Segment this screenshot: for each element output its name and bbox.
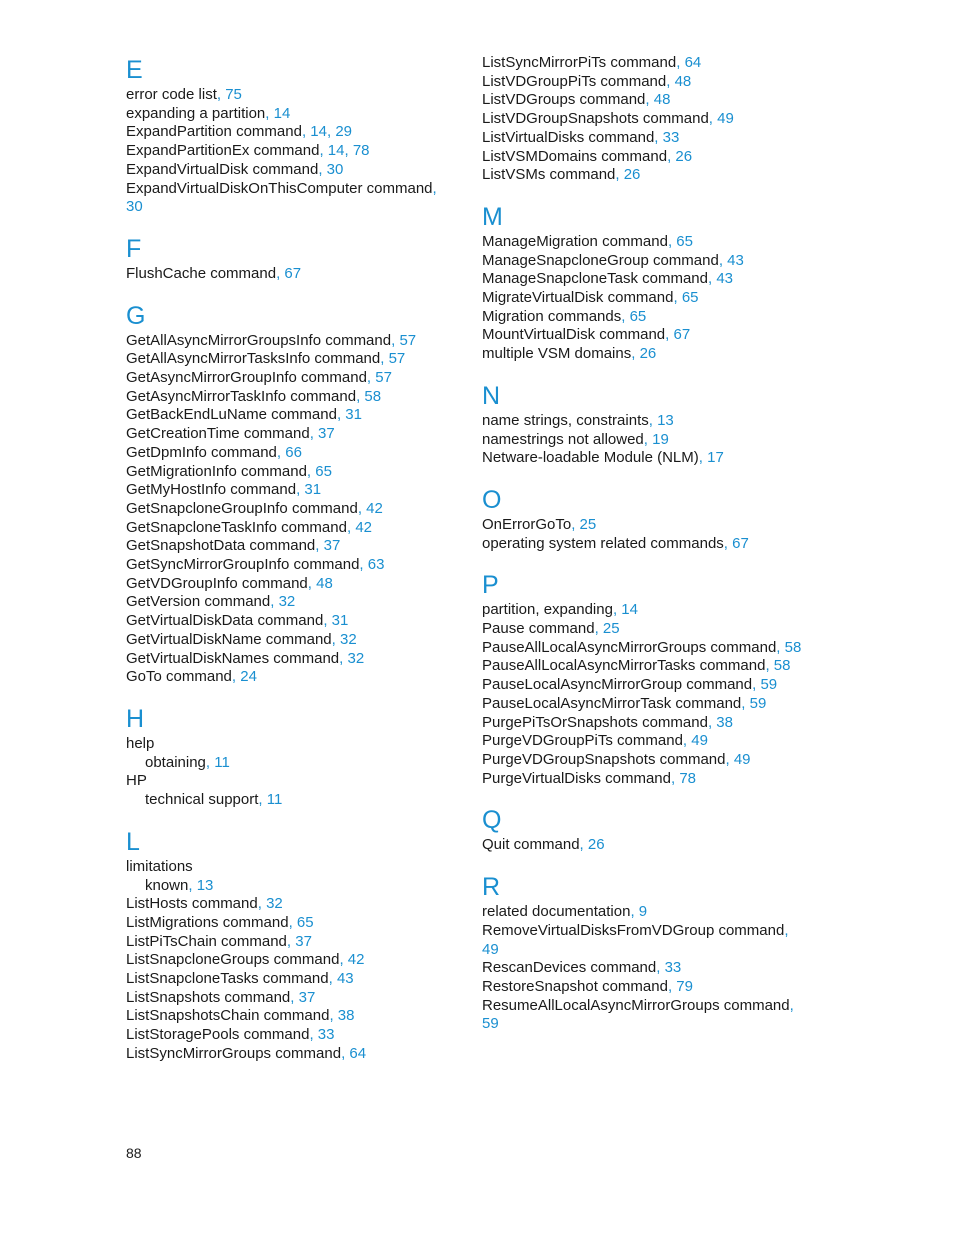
section-letter: R — [482, 873, 501, 902]
index-term: ListSyncMirrorGroups command — [126, 1044, 342, 1062]
page-link[interactable]: 58 — [364, 387, 382, 405]
page-link[interactable]: 65 — [315, 462, 332, 480]
index-entry: ManageMigration command, 65 — [482, 232, 693, 250]
index-term: GoTo command — [126, 668, 232, 686]
page-link[interactable]: 17 — [707, 449, 724, 467]
page-link[interactable]: 49 — [717, 110, 734, 128]
index-section-n — [482, 380, 822, 468]
page-link[interactable]: 66 — [285, 443, 302, 461]
page-link[interactable]: 48 — [674, 72, 692, 90]
index-entry: ExpandPartition command, 14, 29 — [126, 123, 352, 141]
page-link[interactable]: 32 — [339, 630, 357, 648]
index-section-o — [482, 484, 822, 553]
index-entry: RescanDevices command, 33 — [482, 959, 682, 977]
page-link[interactable]: 33 — [317, 1026, 335, 1044]
page-link[interactable]: 57 — [399, 331, 417, 349]
page-link[interactable]: 11 — [266, 791, 283, 809]
page-link[interactable]: 57 — [375, 369, 392, 387]
index-entry — [126, 858, 456, 877]
index-term: GetAllAsyncMirrorTasksInfo command — [126, 350, 381, 368]
index-term: obtaining — [145, 753, 206, 771]
index-term: ListMigrations command — [126, 913, 289, 931]
index-term: PurgeVDGroupPiTs command — [482, 732, 683, 750]
page-link[interactable]: 30 — [126, 198, 143, 216]
page-link[interactable]: 43 — [727, 251, 744, 269]
index-section-g — [126, 300, 456, 687]
index-term: GetAsyncMirrorGroupInfo command — [126, 369, 367, 387]
index-section-m — [482, 201, 822, 364]
index-term: ExpandPartitionEx command — [126, 142, 320, 160]
index-term: known — [145, 876, 189, 894]
index-term: GetVDGroupInfo command — [126, 574, 308, 592]
index-entry: PauseAllLocalAsyncMirrorGroups command, 58 — [482, 638, 802, 656]
index-term: GetCreationTime command — [126, 425, 310, 443]
page-link[interactable]: 42 — [355, 518, 372, 536]
index-term: OnErrorGoTo — [482, 515, 572, 533]
index-term: Quit command — [482, 836, 580, 854]
index-term: ListVDGroupPiTs command — [482, 72, 667, 90]
index-entry: PurgePiTsOrSnapshots command, 38 — [482, 713, 733, 731]
index-term: error code list — [126, 86, 217, 103]
page-link[interactable]: 13 — [657, 411, 674, 429]
index-entry: GetDpmInfo command, 66 — [126, 443, 302, 461]
index-term: expanding a partition — [126, 104, 266, 122]
index-entry: ExpandVirtualDisk command, 30 — [126, 160, 344, 178]
index-term: ListSnapcloneGroups command — [126, 951, 340, 969]
index-entry: ResumeAllLocalAsyncMirrorGroups command, 59 — [482, 996, 794, 1033]
page-link[interactable]: 49 — [691, 732, 708, 750]
index-term: operating system related commands — [482, 534, 724, 552]
index-entry: GetVDGroupInfo command, 48 — [126, 574, 333, 592]
index-term: GetDpmInfo command — [126, 443, 277, 461]
index-term: FlushCache command — [126, 264, 277, 282]
index-entry: error code list, 75 — [126, 86, 242, 103]
page-link[interactable]: 13 — [196, 876, 214, 894]
index-entry: Migration commands, 65 — [482, 307, 647, 325]
index-entry: ManageSnapcloneGroup command, 43 — [482, 251, 744, 269]
index-term: PurgeVDGroupSnapshots command — [482, 750, 726, 768]
index-term: ListVirtualDisks command — [482, 128, 655, 146]
index-entry: MigrateVirtualDisk command, 65 — [482, 289, 699, 307]
index-entry: ListVDGroupSnapshots command, 49 — [482, 110, 734, 128]
index-column-right — [482, 54, 822, 1050]
index-term: help — [126, 734, 155, 752]
index-term: multiple VSM domains — [482, 345, 632, 363]
index-term: GetVirtualDiskName command — [126, 630, 332, 648]
page-link[interactable]: 19 — [652, 430, 669, 448]
index-entry: ListSnapshots command, 37 — [126, 988, 316, 1006]
page-link[interactable]: 31 — [331, 612, 349, 630]
index-entry: namestrings not allowed, 19 — [482, 430, 669, 448]
page-link[interactable]: 48 — [653, 91, 671, 109]
index-entry: ListVSMs command, 26 — [482, 166, 641, 184]
page-link[interactable]: 38 — [337, 1007, 355, 1025]
index-term: Netware-loadable Module (NLM) — [482, 449, 699, 467]
index-entry: GetBackEndLuName command, 31 — [126, 406, 362, 424]
index-entry: Quit command, 26 — [482, 836, 605, 854]
index-term: GetSyncMirrorGroupInfo command — [126, 556, 360, 574]
index-entry: GetAsyncMirrorGroupInfo command, 57 — [126, 369, 392, 387]
section-letter: P — [482, 571, 499, 600]
index-term: ListHosts command — [126, 895, 258, 913]
index-entry: FlushCache command, 67 — [126, 264, 302, 282]
page-link[interactable]: 43 — [716, 270, 733, 288]
page-link[interactable]: 58 — [784, 638, 802, 656]
index-entry: GetVirtualDiskNames command, 32 — [126, 649, 365, 667]
index-section-r — [482, 871, 822, 1034]
index-entry: GetAllAsyncMirrorGroupsInfo command, 57 — [126, 331, 417, 349]
index-entry: GetAsyncMirrorTaskInfo command, 58 — [126, 387, 382, 405]
page-link[interactable]: 25 — [602, 620, 620, 638]
page-link[interactable]: 42 — [347, 951, 365, 969]
index-term: GetAsyncMirrorTaskInfo command — [126, 387, 357, 405]
index-term: ExpandVirtualDiskOnThisComputer command — [126, 179, 433, 197]
index-term: PauseAllLocalAsyncMirrorTasks command — [482, 657, 766, 675]
page-link[interactable]: 31 — [345, 406, 362, 424]
index-term: name strings, constraints — [482, 411, 649, 429]
index-entry: ListSnapshotsChain command, 38 — [126, 1007, 355, 1025]
index-term: ListSnapshotsChain command — [126, 1007, 330, 1025]
index-entry: Netware-loadable Module (NLM), 17 — [482, 449, 724, 467]
index-term: GetVersion command — [126, 593, 271, 611]
page-link[interactable]: 65 — [681, 289, 699, 307]
page-link[interactable]: 37 — [323, 537, 341, 555]
page-link[interactable]: 59 — [482, 1015, 499, 1033]
index-term: technical support — [145, 791, 259, 809]
index-term: GetMyHostInfo command — [126, 481, 297, 499]
index-term: PurgeVirtualDisks command — [482, 769, 671, 787]
page-link[interactable]: 32 — [278, 593, 296, 611]
index-term: ListVDGroupSnapshots command — [482, 110, 709, 128]
index-term: GetVirtualDiskNames command — [126, 649, 340, 667]
index-term: ResumeAllLocalAsyncMirrorGroups command — [482, 996, 790, 1014]
index-term: ListSnapshots command — [126, 988, 291, 1006]
index-term: PauseAllLocalAsyncMirrorGroups command — [482, 638, 777, 656]
index-section-l — [126, 826, 456, 1064]
page-link[interactable]: 32 — [347, 649, 365, 667]
index-section-continued — [482, 54, 822, 185]
page-link[interactable]: 65 — [296, 913, 314, 931]
index-entry: ListSnapcloneGroups command, 42 — [126, 951, 365, 969]
section-letter: M — [482, 202, 503, 231]
index-entry: ListVSMDomains command, 26 — [482, 147, 693, 165]
index-entry: operating system related commands, 67 — [482, 534, 749, 552]
index-entry: ExpandPartitionEx command, 14, 78 — [126, 142, 370, 160]
index-section-f — [126, 233, 456, 284]
index-entry: partition, expanding, 14 — [482, 601, 638, 619]
index-term: GetBackEndLuName command — [126, 406, 337, 424]
index-term: PauseLocalAsyncMirrorGroup command — [482, 676, 753, 694]
index-entry: GetMyHostInfo command, 31 — [126, 481, 322, 499]
page-link[interactable]: 64 — [684, 54, 702, 71]
page-link[interactable]: 30 — [326, 160, 344, 178]
section-letter: H — [126, 704, 145, 733]
index-term: ListSyncMirrorPiTs command — [482, 54, 677, 71]
index-term: ManageMigration command — [482, 232, 668, 250]
page-link[interactable]: 65 — [629, 307, 647, 325]
index-term: Pause command — [482, 620, 595, 638]
index-entry: RemoveVirtualDisksFromVDGroup command, 49 — [482, 921, 789, 958]
page-number: 88 — [126, 1145, 142, 1161]
index-term: RescanDevices command — [482, 959, 657, 977]
page-link[interactable]: 37 — [318, 425, 335, 443]
page-link[interactable]: 42 — [366, 499, 383, 517]
index-subentry: known, 13 — [145, 876, 214, 894]
section-letter: O — [482, 485, 502, 514]
section-letter: N — [482, 381, 501, 410]
index-term: ManageSnapcloneGroup command — [482, 251, 719, 269]
index-entry: ListPiTsChain command, 37 — [126, 932, 312, 950]
page-link[interactable]: 57 — [388, 350, 406, 368]
page-link[interactable]: 26 — [639, 345, 657, 363]
index-column-left — [126, 54, 456, 1080]
index-entry: Pause command, 25 — [482, 620, 620, 638]
index-term: ListVSMDomains command — [482, 147, 668, 165]
index-entry: GetVirtualDiskData command, 31 — [126, 612, 349, 630]
section-letter: E — [126, 56, 143, 84]
index-entry: RestoreSnapshot command, 79 — [482, 977, 693, 995]
index-entry: GetAllAsyncMirrorTasksInfo command, 57 — [126, 350, 406, 368]
index-term: RemoveVirtualDisksFromVDGroup command — [482, 921, 785, 939]
page-link[interactable]: 29 — [335, 123, 352, 141]
index-entry: ManageSnapcloneTask command, 43 — [482, 270, 733, 288]
page-link[interactable]: 75 — [225, 86, 242, 103]
index-entry: name strings, constraints, 13 — [482, 411, 674, 429]
page-link[interactable]: 14 — [621, 601, 638, 619]
page-link[interactable]: 31 — [304, 481, 322, 499]
index-entry: ListVDGroupPiTs command, 48 — [482, 72, 692, 90]
index-term: ExpandPartition command — [126, 123, 302, 141]
index-entry: OnErrorGoTo, 25 — [482, 515, 597, 533]
index-section-e — [126, 54, 456, 217]
page-link[interactable]: 14 — [273, 104, 291, 122]
section-letter: F — [126, 234, 142, 263]
page-link[interactable]: 58 — [773, 657, 791, 675]
page-link[interactable]: 37 — [298, 988, 316, 1006]
index-entry: GetVirtualDiskName command, 32 — [126, 630, 357, 648]
index-term: GetVirtualDiskData command — [126, 612, 324, 630]
index-entry: PauseLocalAsyncMirrorGroup command, 59 — [482, 676, 778, 694]
index-entry: ListMigrations command, 65 — [126, 913, 314, 931]
index-term: MountVirtualDisk command — [482, 326, 666, 344]
index-entry: ListSyncMirrorPiTs command, 64 — [482, 54, 702, 71]
page-link[interactable]: 33 — [662, 128, 680, 146]
index-term: GetMigrationInfo command — [126, 462, 307, 480]
index-term: GetSnapcloneTaskInfo command — [126, 518, 347, 536]
index-term: HP — [126, 772, 147, 790]
index-entry: MountVirtualDisk command, 67 — [482, 326, 691, 344]
index-entry: GetSnapcloneTaskInfo command, 42 — [126, 518, 372, 536]
page-link[interactable]: 59 — [760, 676, 778, 694]
index-entry: ListVirtualDisks command, 33 — [482, 128, 680, 146]
page-link[interactable]: 37 — [295, 932, 312, 950]
index-section-q — [482, 804, 822, 855]
index-entry: GetVersion command, 32 — [126, 593, 296, 611]
page-link[interactable]: 9 — [638, 903, 648, 921]
index-entry: PurgeVDGroupSnapshots command, 49 — [482, 750, 751, 768]
index-term: ManageSnapcloneTask command — [482, 270, 708, 288]
index-entry: ListHosts command, 32 — [126, 895, 283, 913]
index-entry: ListSnapcloneTasks command, 43 — [126, 970, 354, 988]
index-term: ListStoragePools command — [126, 1026, 310, 1044]
index-term: ListVSMs command — [482, 166, 616, 184]
page-link[interactable]: 26 — [675, 147, 693, 165]
page-link[interactable]: 33 — [664, 959, 682, 977]
index-entry — [126, 772, 456, 791]
index-entry: GetSnapcloneGroupInfo command, 42 — [126, 499, 383, 517]
index-term: related documentation — [482, 903, 631, 921]
index-entry: GetMigrationInfo command, 65 — [126, 462, 332, 480]
page-link[interactable]: 38 — [716, 713, 733, 731]
page-link[interactable]: 64 — [349, 1044, 367, 1062]
index-entry: multiple VSM domains, 26 — [482, 345, 657, 363]
index-term: limitations — [126, 857, 193, 875]
index-term: ListSnapcloneTasks command — [126, 970, 329, 988]
page-link[interactable]: 67 — [732, 534, 749, 552]
index-term: ListPiTsChain command — [126, 932, 287, 950]
index-entry: related documentation, 9 — [482, 903, 648, 921]
section-letter: L — [126, 827, 140, 856]
index-section-p — [482, 569, 822, 788]
index-entry: GetCreationTime command, 37 — [126, 425, 335, 443]
page-link[interactable]: 59 — [749, 694, 767, 712]
page-link[interactable]: 11 — [214, 753, 230, 771]
index-term: Migration commands — [482, 307, 622, 325]
page-link[interactable]: 65 — [676, 232, 693, 250]
index-entry: PauseAllLocalAsyncMirrorTasks command, 58 — [482, 657, 791, 675]
index-entry: ListSyncMirrorGroups command, 64 — [126, 1044, 367, 1062]
index-section-h — [126, 703, 456, 810]
page-link[interactable]: 25 — [579, 515, 597, 533]
section-letter: Q — [482, 806, 502, 835]
page-link[interactable]: 26 — [623, 166, 641, 184]
page-link[interactable]: 67 — [673, 326, 691, 344]
page-link[interactable]: 78 — [679, 769, 696, 787]
index-entry: PurgeVDGroupPiTs command, 49 — [482, 732, 708, 750]
index-term: ListVDGroups command — [482, 91, 646, 109]
page-link[interactable]: 49 — [482, 940, 499, 958]
index-term: GetAllAsyncMirrorGroupsInfo command — [126, 331, 392, 349]
index-term: MigrateVirtualDisk command — [482, 289, 674, 307]
index-entry: GetSnapshotData command, 37 — [126, 537, 341, 555]
index-entry — [126, 735, 456, 754]
index-subentry: obtaining, 11 — [145, 753, 230, 771]
section-letter: G — [126, 301, 146, 330]
index-entry: PurgeVirtualDisks command, 78 — [482, 769, 696, 787]
page-link[interactable]: 43 — [336, 970, 354, 988]
page-link[interactable]: 67 — [284, 264, 302, 282]
index-term: ExpandVirtualDisk command — [126, 160, 319, 178]
index-term: GetSnapcloneGroupInfo command — [126, 499, 358, 517]
page-link[interactable]: 79 — [676, 977, 693, 995]
index-entry: ListVDGroups command, 48 — [482, 91, 671, 109]
index-entry: ExpandVirtualDiskOnThisComputer command, 30 — [126, 179, 437, 216]
index-entry: GetSyncMirrorGroupInfo command, 63 — [126, 556, 385, 574]
index-entry: PauseLocalAsyncMirrorTask command, 59 — [482, 694, 767, 712]
index-subentry: technical support, 11 — [145, 791, 283, 809]
index-term: PurgePiTsOrSnapshots command — [482, 713, 708, 731]
page-link[interactable]: 32 — [266, 895, 283, 913]
page-link[interactable]: 78 — [352, 142, 370, 160]
page-link[interactable]: 24 — [240, 668, 257, 686]
page-link[interactable]: 14 — [327, 142, 345, 160]
index-term: RestoreSnapshot command — [482, 977, 668, 995]
index-entry: ListStoragePools command, 33 — [126, 1026, 335, 1044]
index-term: GetSnapshotData command — [126, 537, 316, 555]
page-link[interactable]: 26 — [587, 836, 605, 854]
index-entry: GoTo command, 24 — [126, 668, 257, 686]
index-term: partition, expanding — [482, 601, 613, 619]
page-link[interactable]: 14 — [310, 123, 327, 141]
page-link[interactable]: 49 — [733, 750, 751, 768]
index-entry: expanding a partition, 14 — [126, 104, 291, 122]
index-term: PauseLocalAsyncMirrorTask command — [482, 694, 742, 712]
index-term: namestrings not allowed — [482, 430, 644, 448]
page-link[interactable]: 48 — [316, 574, 333, 592]
page-link[interactable]: 63 — [367, 556, 385, 574]
